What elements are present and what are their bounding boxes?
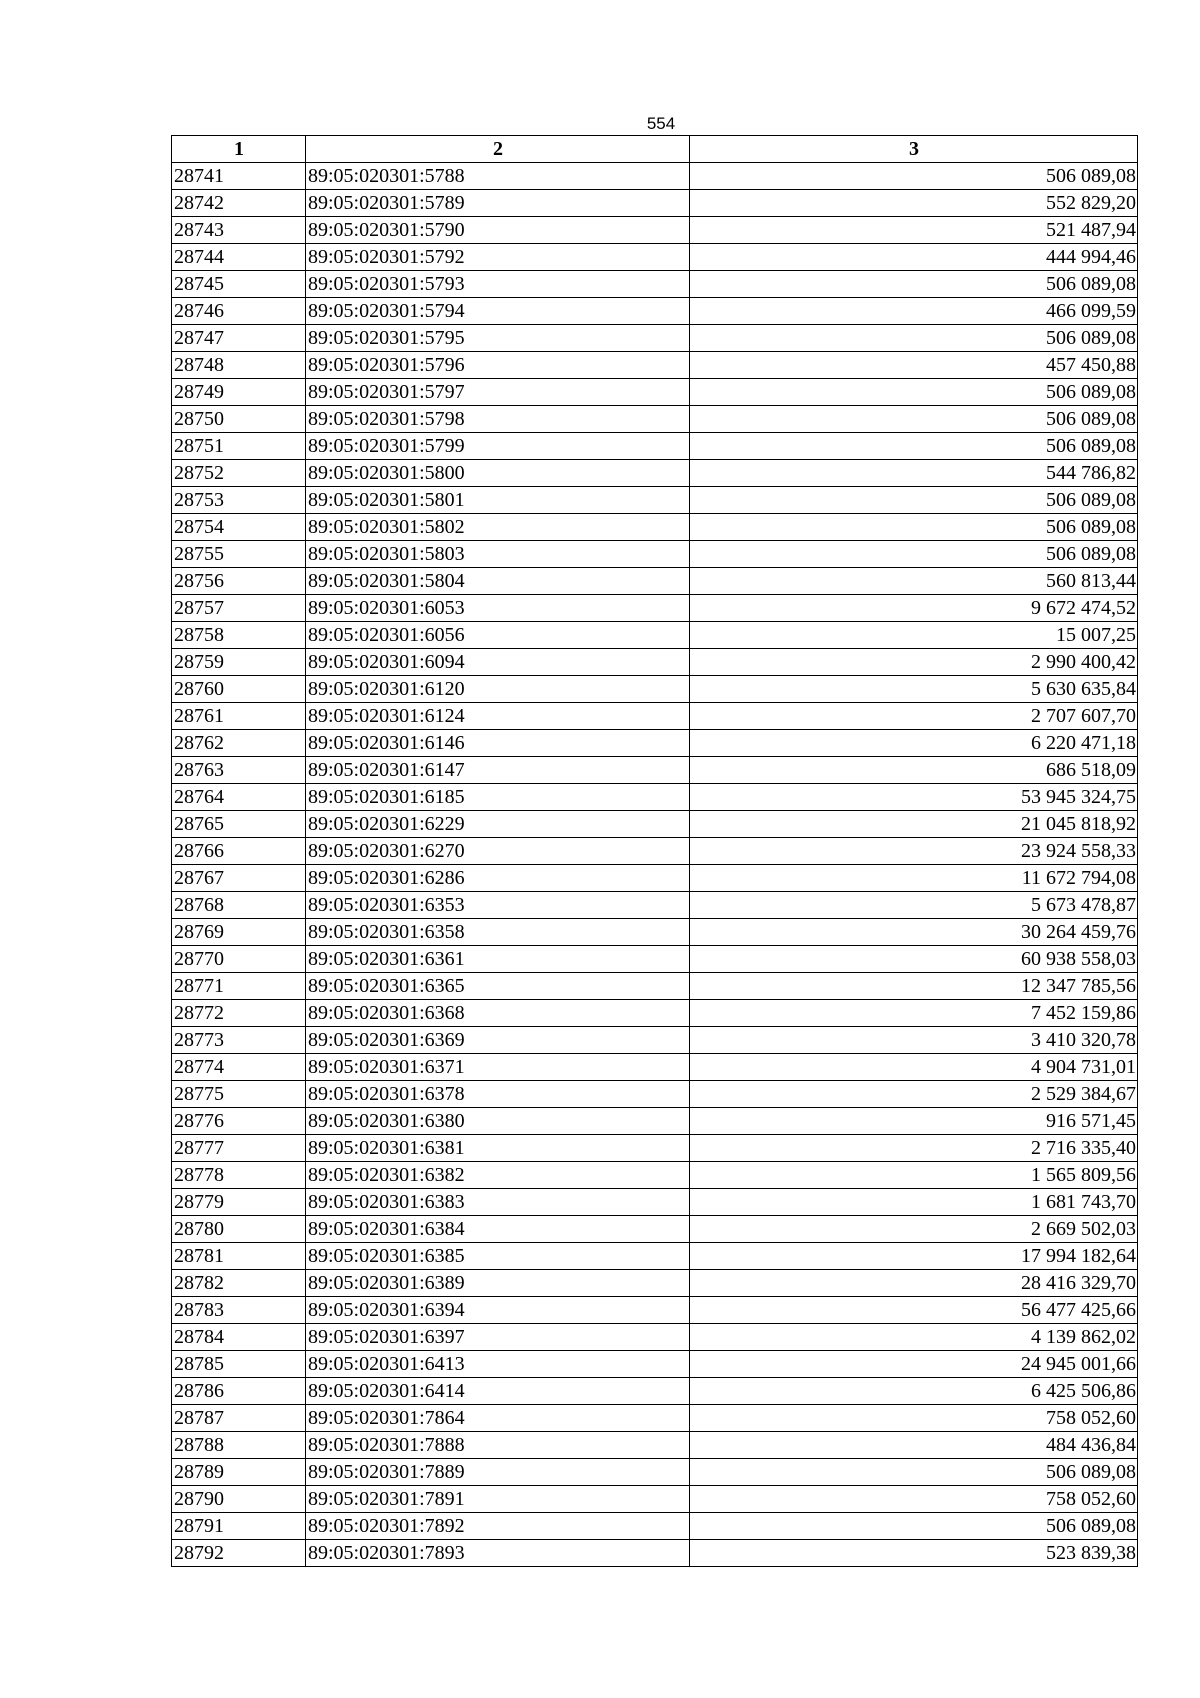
cadastral-number-cell: 89:05:020301:5788	[306, 163, 690, 190]
table-row	[172, 595, 1138, 622]
header-row	[172, 136, 1138, 163]
cadastral-value-cell: 2 529 384,67	[690, 1081, 1138, 1108]
table-row	[172, 487, 1138, 514]
table-row	[172, 217, 1138, 244]
cadastral-number-cell: 89:05:020301:5789	[306, 190, 690, 217]
cadastral-value-cell: 21 045 818,92	[690, 811, 1138, 838]
cadastral-value-cell: 11 672 794,08	[690, 865, 1138, 892]
cadastral-value-cell: 2 707 607,70	[690, 703, 1138, 730]
cadastral-number-cell: 89:05:020301:5795	[306, 325, 690, 352]
row-number-cell: 28754	[172, 514, 306, 541]
cadastral-number-cell: 89:05:020301:6413	[306, 1351, 690, 1378]
cadastral-value-cell: 506 089,08	[690, 271, 1138, 298]
row-number-cell: 28791	[172, 1513, 306, 1540]
cadastral-number-cell: 89:05:020301:6146	[306, 730, 690, 757]
page-number: 554	[646, 114, 676, 133]
table-row	[172, 703, 1138, 730]
cadastral-number-cell: 89:05:020301:5792	[306, 244, 690, 271]
row-number-cell: 28759	[172, 649, 306, 676]
cadastral-number-cell: 89:05:020301:5799	[306, 433, 690, 460]
table-row	[172, 730, 1138, 757]
cadastral-value-cell: 484 436,84	[690, 1432, 1138, 1459]
row-number-cell: 28752	[172, 460, 306, 487]
row-number-cell: 28756	[172, 568, 306, 595]
cadastral-number-cell: 89:05:020301:6053	[306, 595, 690, 622]
table-row	[172, 811, 1138, 838]
table-row	[172, 1270, 1138, 1297]
table-row	[172, 568, 1138, 595]
cadastral-value-cell: 1 681 743,70	[690, 1189, 1138, 1216]
table-row	[172, 865, 1138, 892]
cadastral-number-cell: 89:05:020301:7892	[306, 1513, 690, 1540]
table-row	[172, 379, 1138, 406]
cadastral-number-cell: 89:05:020301:6371	[306, 1054, 690, 1081]
row-number-cell: 28765	[172, 811, 306, 838]
row-number-cell: 28782	[172, 1270, 306, 1297]
cadastral-number-cell: 89:05:020301:5798	[306, 406, 690, 433]
cadastral-number-cell: 89:05:020301:5796	[306, 352, 690, 379]
table-row	[172, 190, 1138, 217]
table-row	[172, 1054, 1138, 1081]
cadastral-value-cell: 523 839,38	[690, 1540, 1138, 1567]
cadastral-value-cell: 60 938 558,03	[690, 946, 1138, 973]
cadastral-number-cell: 89:05:020301:7889	[306, 1459, 690, 1486]
row-number-cell: 28767	[172, 865, 306, 892]
cadastral-value-cell: 53 945 324,75	[690, 784, 1138, 811]
cadastral-value-cell: 506 089,08	[690, 1459, 1138, 1486]
row-number-cell: 28776	[172, 1108, 306, 1135]
row-number-cell: 28768	[172, 892, 306, 919]
table-row	[172, 352, 1138, 379]
cadastral-number-cell: 89:05:020301:7888	[306, 1432, 690, 1459]
cadastral-number-cell: 89:05:020301:5797	[306, 379, 690, 406]
table-row	[172, 244, 1138, 271]
table-row	[172, 946, 1138, 973]
table-row	[172, 1486, 1138, 1513]
cadastral-value-cell: 12 347 785,56	[690, 973, 1138, 1000]
cadastral-value-cell: 506 089,08	[690, 379, 1138, 406]
cadastral-value-cell: 56 477 425,66	[690, 1297, 1138, 1324]
cadastral-value-cell: 17 994 182,64	[690, 1243, 1138, 1270]
table-row	[172, 757, 1138, 784]
row-number-cell: 28753	[172, 487, 306, 514]
row-number-cell: 28766	[172, 838, 306, 865]
cadastral-number-cell: 89:05:020301:5804	[306, 568, 690, 595]
cadastral-value-cell: 560 813,44	[690, 568, 1138, 595]
table-row	[172, 1513, 1138, 1540]
row-number-cell: 28784	[172, 1324, 306, 1351]
cadastral-value-cell: 2 990 400,42	[690, 649, 1138, 676]
table-row	[172, 1432, 1138, 1459]
row-number-cell: 28771	[172, 973, 306, 1000]
cadastral-value-cell: 6 425 506,86	[690, 1378, 1138, 1405]
table-row	[172, 1540, 1138, 1567]
cadastral-number-cell: 89:05:020301:6353	[306, 892, 690, 919]
table-row	[172, 433, 1138, 460]
table-row	[172, 1459, 1138, 1486]
table-row	[172, 919, 1138, 946]
column-header-2: 2	[306, 136, 690, 163]
table-row	[172, 1027, 1138, 1054]
row-number-cell: 28789	[172, 1459, 306, 1486]
cadastral-number-cell: 89:05:020301:6384	[306, 1216, 690, 1243]
cadastral-value-cell: 3 410 320,78	[690, 1027, 1138, 1054]
table-row	[172, 1378, 1138, 1405]
row-number-cell: 28762	[172, 730, 306, 757]
cadastral-value-cell: 4 139 862,02	[690, 1324, 1138, 1351]
cadastral-number-cell: 89:05:020301:6380	[306, 1108, 690, 1135]
cadastral-value-cell: 506 089,08	[690, 487, 1138, 514]
cadastral-number-cell: 89:05:020301:6383	[306, 1189, 690, 1216]
table-row	[172, 514, 1138, 541]
row-number-cell: 28744	[172, 244, 306, 271]
cadastral-value-cell: 24 945 001,66	[690, 1351, 1138, 1378]
cadastral-number-cell: 89:05:020301:6385	[306, 1243, 690, 1270]
table-row	[172, 1243, 1138, 1270]
cadastral-value-cell: 506 089,08	[690, 541, 1138, 568]
row-number-cell: 28787	[172, 1405, 306, 1432]
row-number-cell: 28786	[172, 1378, 306, 1405]
table-row	[172, 1000, 1138, 1027]
cadastral-value-cell: 544 786,82	[690, 460, 1138, 487]
row-number-cell: 28777	[172, 1135, 306, 1162]
cadastral-value-cell: 444 994,46	[690, 244, 1138, 271]
table-row	[172, 1162, 1138, 1189]
cadastral-value-cell: 686 518,09	[690, 757, 1138, 784]
table-row	[172, 676, 1138, 703]
row-number-cell: 28746	[172, 298, 306, 325]
table-row	[172, 541, 1138, 568]
cadastral-number-cell: 89:05:020301:6382	[306, 1162, 690, 1189]
cadastral-value-cell: 2 716 335,40	[690, 1135, 1138, 1162]
cadastral-value-cell: 506 089,08	[690, 406, 1138, 433]
row-number-cell: 28781	[172, 1243, 306, 1270]
cadastral-value-cell: 4 904 731,01	[690, 1054, 1138, 1081]
row-number-cell: 28755	[172, 541, 306, 568]
table-row	[172, 1216, 1138, 1243]
row-number-cell: 28775	[172, 1081, 306, 1108]
row-number-cell: 28749	[172, 379, 306, 406]
cadastral-number-cell: 89:05:020301:5802	[306, 514, 690, 541]
cadastral-number-cell: 89:05:020301:6378	[306, 1081, 690, 1108]
cadastral-number-cell: 89:05:020301:6394	[306, 1297, 690, 1324]
row-number-cell: 28785	[172, 1351, 306, 1378]
cadastral-value-cell: 15 007,25	[690, 622, 1138, 649]
cadastral-number-cell: 89:05:020301:7891	[306, 1486, 690, 1513]
cadastral-value-cell: 2 669 502,03	[690, 1216, 1138, 1243]
table-row	[172, 973, 1138, 1000]
table-row	[172, 649, 1138, 676]
cadastral-number-cell: 89:05:020301:6414	[306, 1378, 690, 1405]
table-row	[172, 406, 1138, 433]
cadastral-number-cell: 89:05:020301:6368	[306, 1000, 690, 1027]
cadastral-number-cell: 89:05:020301:6229	[306, 811, 690, 838]
row-number-cell: 28751	[172, 433, 306, 460]
cadastral-value-table	[171, 135, 1138, 1567]
row-number-cell: 28748	[172, 352, 306, 379]
cadastral-value-cell: 758 052,60	[690, 1405, 1138, 1432]
row-number-cell: 28792	[172, 1540, 306, 1567]
cadastral-number-cell: 89:05:020301:6369	[306, 1027, 690, 1054]
table-row	[172, 1081, 1138, 1108]
cadastral-value-cell: 457 450,88	[690, 352, 1138, 379]
row-number-cell: 28783	[172, 1297, 306, 1324]
cadastral-value-cell: 466 099,59	[690, 298, 1138, 325]
cadastral-value-cell: 506 089,08	[690, 433, 1138, 460]
row-number-cell: 28778	[172, 1162, 306, 1189]
table-row	[172, 1405, 1138, 1432]
cadastral-value-cell: 1 565 809,56	[690, 1162, 1138, 1189]
cadastral-value-cell: 6 220 471,18	[690, 730, 1138, 757]
table-row	[172, 325, 1138, 352]
table-row	[172, 1324, 1138, 1351]
table-body	[172, 163, 1138, 1567]
cadastral-number-cell: 89:05:020301:6094	[306, 649, 690, 676]
table-row	[172, 784, 1138, 811]
table-header	[172, 136, 1138, 163]
row-number-cell: 28780	[172, 1216, 306, 1243]
table-row	[172, 271, 1138, 298]
row-number-cell: 28788	[172, 1432, 306, 1459]
row-number-cell: 28741	[172, 163, 306, 190]
table-row	[172, 892, 1138, 919]
table-row	[172, 460, 1138, 487]
cadastral-value-cell: 506 089,08	[690, 163, 1138, 190]
table-row	[172, 298, 1138, 325]
cadastral-number-cell: 89:05:020301:5801	[306, 487, 690, 514]
row-number-cell: 28772	[172, 1000, 306, 1027]
cadastral-value-cell: 30 264 459,76	[690, 919, 1138, 946]
cadastral-number-cell: 89:05:020301:6286	[306, 865, 690, 892]
row-number-cell: 28774	[172, 1054, 306, 1081]
cadastral-number-cell: 89:05:020301:6358	[306, 919, 690, 946]
table-row	[172, 622, 1138, 649]
table-row	[172, 1135, 1138, 1162]
cadastral-value-cell: 916 571,45	[690, 1108, 1138, 1135]
cadastral-number-cell: 89:05:020301:5790	[306, 217, 690, 244]
row-number-cell: 28773	[172, 1027, 306, 1054]
row-number-cell: 28790	[172, 1486, 306, 1513]
column-header-3: 3	[690, 136, 1138, 163]
row-number-cell: 28742	[172, 190, 306, 217]
row-number-cell: 28743	[172, 217, 306, 244]
row-number-cell: 28770	[172, 946, 306, 973]
cadastral-number-cell: 89:05:020301:6381	[306, 1135, 690, 1162]
cadastral-value-cell: 506 089,08	[690, 514, 1138, 541]
cadastral-number-cell: 89:05:020301:6185	[306, 784, 690, 811]
table-row	[172, 1189, 1138, 1216]
row-number-cell: 28769	[172, 919, 306, 946]
cadastral-number-cell: 89:05:020301:5794	[306, 298, 690, 325]
table-row	[172, 1297, 1138, 1324]
cadastral-value-cell: 28 416 329,70	[690, 1270, 1138, 1297]
row-number-cell: 28758	[172, 622, 306, 649]
cadastral-number-cell: 89:05:020301:6124	[306, 703, 690, 730]
table-row	[172, 838, 1138, 865]
column-header-1: 1	[172, 136, 306, 163]
cadastral-number-cell: 89:05:020301:5800	[306, 460, 690, 487]
cadastral-value-cell: 758 052,60	[690, 1486, 1138, 1513]
cadastral-number-cell: 89:05:020301:5803	[306, 541, 690, 568]
row-number-cell: 28760	[172, 676, 306, 703]
cadastral-value-cell: 552 829,20	[690, 190, 1138, 217]
cadastral-number-cell: 89:05:020301:6389	[306, 1270, 690, 1297]
row-number-cell: 28745	[172, 271, 306, 298]
cadastral-value-cell: 5 673 478,87	[690, 892, 1138, 919]
table-row	[172, 163, 1138, 190]
cadastral-value-cell: 9 672 474,52	[690, 595, 1138, 622]
cadastral-value-cell: 506 089,08	[690, 1513, 1138, 1540]
row-number-cell: 28747	[172, 325, 306, 352]
cadastral-number-cell: 89:05:020301:6147	[306, 757, 690, 784]
row-number-cell: 28763	[172, 757, 306, 784]
table-row	[172, 1108, 1138, 1135]
cadastral-value-cell: 5 630 635,84	[690, 676, 1138, 703]
cadastral-number-cell: 89:05:020301:6365	[306, 973, 690, 1000]
cadastral-value-cell: 23 924 558,33	[690, 838, 1138, 865]
cadastral-value-cell: 7 452 159,86	[690, 1000, 1138, 1027]
cadastral-number-cell: 89:05:020301:7893	[306, 1540, 690, 1567]
row-number-cell: 28750	[172, 406, 306, 433]
row-number-cell: 28779	[172, 1189, 306, 1216]
row-number-cell: 28764	[172, 784, 306, 811]
cadastral-number-cell: 89:05:020301:6270	[306, 838, 690, 865]
cadastral-value-cell: 521 487,94	[690, 217, 1138, 244]
cadastral-number-cell: 89:05:020301:5793	[306, 271, 690, 298]
cadastral-number-cell: 89:05:020301:6397	[306, 1324, 690, 1351]
table-row	[172, 1351, 1138, 1378]
cadastral-number-cell: 89:05:020301:6056	[306, 622, 690, 649]
cadastral-number-cell: 89:05:020301:6361	[306, 946, 690, 973]
cadastral-number-cell: 89:05:020301:7864	[306, 1405, 690, 1432]
cadastral-value-cell: 506 089,08	[690, 325, 1138, 352]
row-number-cell: 28757	[172, 595, 306, 622]
row-number-cell: 28761	[172, 703, 306, 730]
cadastral-number-cell: 89:05:020301:6120	[306, 676, 690, 703]
